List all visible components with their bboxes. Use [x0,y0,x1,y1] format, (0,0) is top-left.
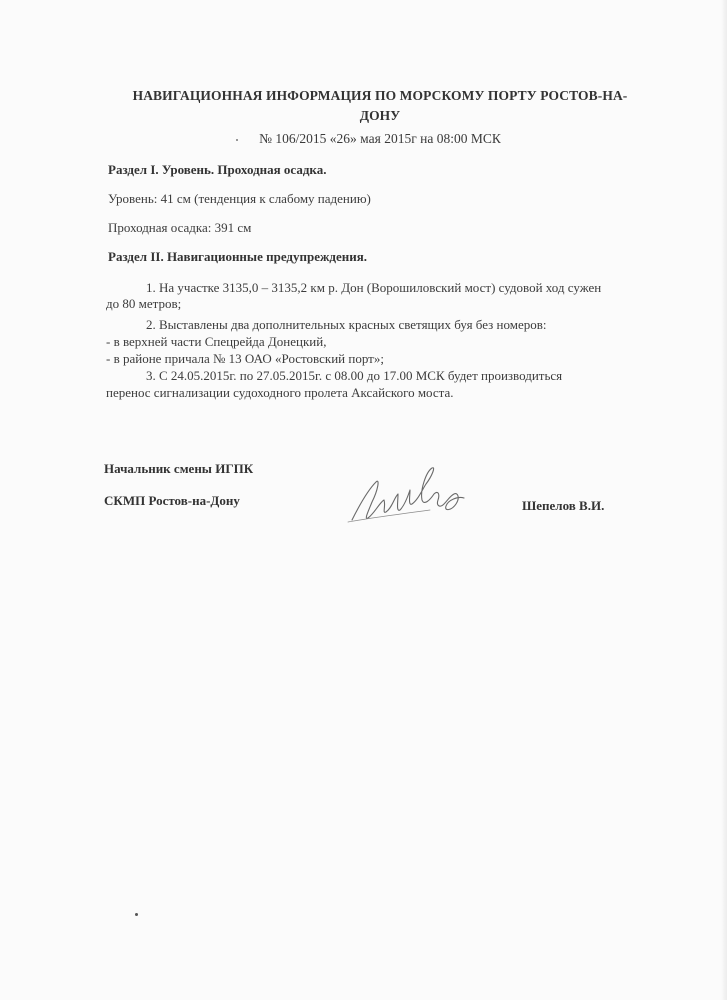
water-level: Уровень: 41 см (тенденция к слабому падению) [108,191,371,206]
scan-speck [135,913,138,916]
section-1-heading: Раздел I. Уровень. Проходная осадка. [108,162,327,177]
warning-3-line-2: перенос сигнализации судоходного пролета Аксайского моста. [106,385,454,400]
warning-1-line-1: 1. На участке 3135,0 – 3135,2 км р. Дон (Ворошиловский мост) судовой ход сужен [146,280,602,295]
warning-2-line-3: - в районе причала № 13 ОАО «Ростовский порт»; [106,351,384,366]
passage-draft: Проходная осадка: 391 см [108,220,252,235]
warning-2-line-2: - в верхней части Спецрейда Донецкий, [106,334,327,349]
signatory-position-line-1: Начальник смены ИГПК [104,461,254,476]
handwritten-signature [340,460,470,530]
warning-1-line-2: до 80 метров; [106,296,182,311]
warning-3-line-1: 3. С 24.05.2015г. по 27.05.2015г. с 08.00 до 17.00 МСК будет производиться [146,368,563,383]
document-title [100,86,660,126]
warning-2-line-1: 2. Выставлены два дополнительных красных светящих буя без номеров: [146,317,547,332]
signatory-position-line-2: СКМП Ростов-на-Дону [104,493,240,508]
section-2-heading: Раздел II. Навигационные предупреждения. [108,249,368,264]
title-line-1: НАВИГАЦИОННАЯ ИНФОРМАЦИЯ ПО МОРСКОМУ ПОРТУ РОСТОВ-НА- [132,88,628,103]
scan-edge-shadow [721,0,727,1000]
title-line-2: ДОНУ [359,108,401,123]
signatory-name: Шепелов В.И. [522,498,605,513]
document-number: № 106/2015 «26» мая 2015г на 08:00 МСК [259,131,501,146]
